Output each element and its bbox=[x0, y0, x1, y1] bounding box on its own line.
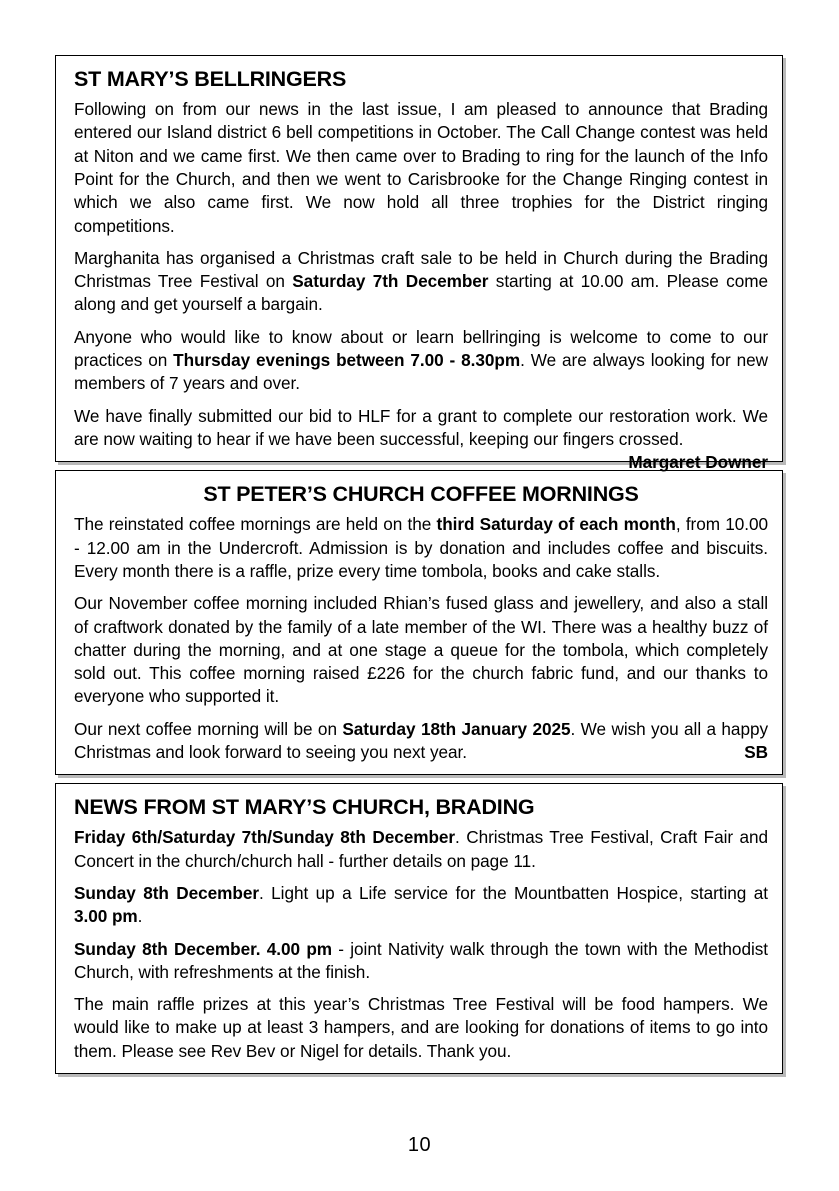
body-text: Following on from our news in the last issue, I am pleased to announce that Brading entered our Island district 6 bell competitions in October. The Call Change contest was held at Niton and we came first. We then came over to Brading to ring for the launch of the Info Point for the Church, and then we went to Carisbrooke for the Change Ringing contest in which we also came first. We now hold all three trophies for the District ringing competitions. bbox=[74, 99, 768, 236]
author-signature: SB bbox=[744, 741, 768, 762]
body-text: . bbox=[137, 906, 143, 927]
article-paragraph bbox=[74, 938, 768, 985]
body-text: . Christmas Tree Festival, Craft Fair and Concert in the church/church hall - further details on page 11. bbox=[74, 827, 768, 871]
article-heading: NEWS FROM ST MARY’S CHURCH, BRADING bbox=[74, 795, 535, 820]
article-paragraph bbox=[74, 98, 768, 238]
article-heading: ST MARY’S BELLRINGERS bbox=[74, 67, 347, 91]
emphasis-text: Sunday 8th December bbox=[74, 882, 259, 903]
article-paragraph bbox=[74, 993, 768, 1063]
emphasis-text: Thursday evenings between 7.00 - 8.30pm bbox=[173, 350, 521, 371]
article-body bbox=[74, 98, 768, 473]
body-text: Our November coffee morning included Rhian’s fused glass and jewellery, and also a stall of craftwork donated by the family of a late member of the WI. There was a healthy buzz of chatter during the morning, and at one stage a queue for the tombola, which completely sold out. This coffee morning raised £226 for the church fabric fund, and our thanks to everyone who supported it. bbox=[74, 593, 768, 707]
body-text: The reinstated coffee mornings are held on the bbox=[74, 514, 437, 535]
article-heading: ST PETER’S CHURCH COFFEE MORNINGS bbox=[203, 482, 639, 507]
body-text: starting at 10.00 am. Please come along and get yourself a bargain. bbox=[74, 271, 768, 315]
emphasis-text: third Saturday of each month bbox=[436, 514, 676, 535]
body-text: The main raffle prizes at this year’s Christmas Tree Festival will be food hampers. We would like to make up at least 3 hampers, and are looking for donations of items to go into them. Please see Rev Bev or Nigel for details. Thank you. bbox=[74, 994, 768, 1061]
body-text: Our next coffee morning will be on bbox=[74, 718, 343, 739]
article-body bbox=[74, 513, 768, 764]
body-text: , from 10.00 - 12.00 am in the Undercroft. Admission is by donation and includes coffee and biscuits. Every month there is a raffle, prize every time tombola, books and cake stalls. bbox=[74, 514, 768, 581]
article-paragraph bbox=[74, 326, 768, 396]
author-signature: Margaret Downer bbox=[628, 452, 768, 473]
body-text: . We are always looking for new members of 7 years and over. bbox=[74, 350, 768, 394]
emphasis-text: Saturday 7th December bbox=[292, 271, 489, 292]
body-text: . Light up a Life service for the Mountbatten Hospice, starting at bbox=[259, 882, 768, 903]
article-paragraph bbox=[74, 826, 768, 873]
emphasis-text: 3.00 pm bbox=[74, 906, 138, 927]
emphasis-text: Saturday 18th January 2025 bbox=[342, 718, 571, 739]
article-paragraph bbox=[74, 405, 768, 473]
article-box-news-from-st-marys-church-brading bbox=[55, 783, 783, 1074]
page-number: 10 bbox=[407, 1134, 432, 1156]
article-paragraph bbox=[74, 718, 768, 765]
article-paragraph bbox=[74, 247, 768, 317]
emphasis-text: Sunday 8th December. 4.00 pm bbox=[74, 938, 333, 959]
body-text: . We wish you all a happy Christmas and look forward to seeing you next year. bbox=[74, 718, 769, 762]
article-paragraph bbox=[74, 882, 768, 929]
article-paragraph bbox=[74, 513, 768, 583]
body-text: Anyone who would like to know about or learn bellringing is welcome to come to our practices on bbox=[74, 326, 768, 371]
body-text: Marghanita has organised a Christmas craft sale to be held in Church during the Brading Christmas Tree Festival on bbox=[74, 247, 768, 292]
emphasis-text: Friday 6th/Saturday 7th/Sunday 8th December bbox=[74, 827, 456, 848]
body-text: - joint Nativity walk through the town with the Methodist Church, with refreshments at the finish. bbox=[74, 938, 768, 982]
article-body bbox=[74, 826, 768, 1063]
article-column bbox=[55, 55, 783, 1082]
body-text: We have finally submitted our bid to HLF for a grant to complete our restoration work. We are now waiting to hear if we have been successful, keeping our fingers crossed. bbox=[74, 405, 768, 449]
article-box-st-peters-church-coffee-mornings bbox=[55, 470, 783, 775]
article-paragraph bbox=[74, 592, 768, 708]
article-box-st-marys-bellringers bbox=[55, 55, 783, 473]
